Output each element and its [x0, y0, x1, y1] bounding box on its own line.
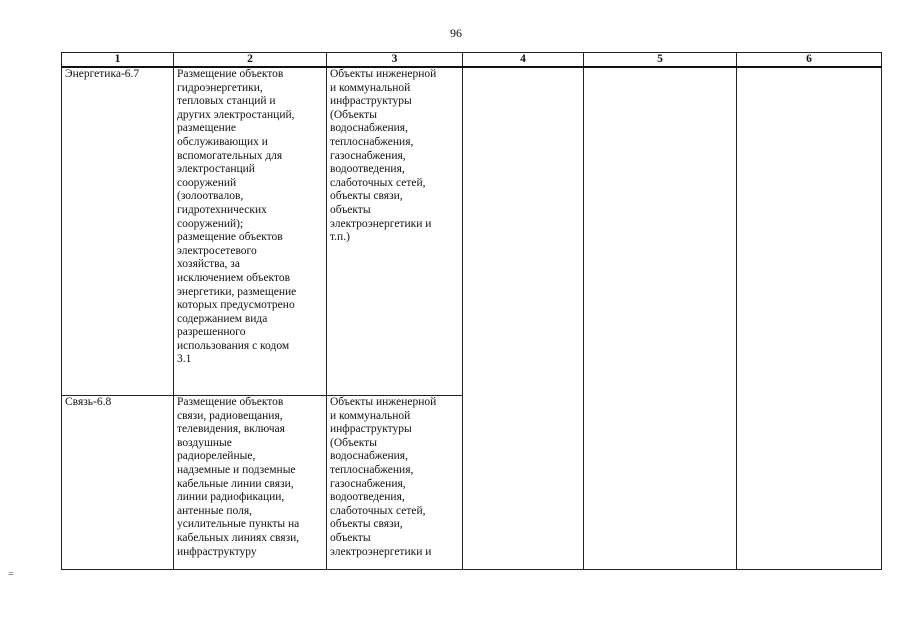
column-4-cell [463, 67, 584, 570]
use-description: Размещение объектов гидроэнергетики, тепловых станций и других электростанций, размещение обслуживающих и вспомогательных для электростанций сооружений (золоотвалов, гидротехнических сооружений); размещение объектов электросетевого хозяйства, за исключением объектов энергетики, размещение которых предусмотрено содержанием вида разрешенного использования с кодом 3.1 [177, 68, 297, 366]
column-6-cell [737, 67, 882, 570]
use-description: Размещение объектов связи, радиовещания, телевидения, включая воздушные радиорелейные, надземные и подземные кабельные линии связи, линии радиофикации, антенные поля, усилительные пункты на кабельных линиях связи, инфраструктуру [177, 396, 300, 558]
table-header-row [62, 53, 882, 68]
use-description-cell [174, 396, 327, 570]
column-header-3: 3 [327, 53, 463, 68]
table-row [62, 67, 882, 396]
use-type-name: Энергетика-6.7 [65, 68, 140, 80]
permitted-objects: Объекты инженерной и коммунальной инфраструктуры (Объекты водоснабжения, теплоснабжения, газоснабжения, водоотведения, слаботочных сетей, объекты связи, объекты электроэнергетики и [330, 396, 437, 558]
permitted-objects: Объекты инженерной и коммунальной инфраструктуры (Объекты водоснабжения, теплоснабжения, газоснабжения, водоотведения, слаботочных сетей, объекты связи, объекты электроэнергетики и т.п.) [330, 68, 437, 244]
column-header-4: 4 [463, 53, 584, 68]
column-header-2: 2 [174, 53, 327, 68]
page-number: 96 [450, 26, 462, 40]
use-type-cell [62, 67, 174, 396]
use-description-cell [174, 67, 327, 396]
use-type-name: Связь-6.8 [65, 396, 112, 408]
use-type-cell [62, 396, 174, 570]
permitted-objects-cell [327, 396, 463, 570]
column-header-1: 1 [62, 53, 174, 68]
margin-mark: = [8, 569, 14, 580]
column-5-cell [584, 67, 737, 570]
permitted-objects-cell [327, 67, 463, 396]
column-header-5: 5 [584, 53, 737, 68]
land-use-table [61, 52, 882, 570]
column-header-6: 6 [737, 53, 882, 68]
